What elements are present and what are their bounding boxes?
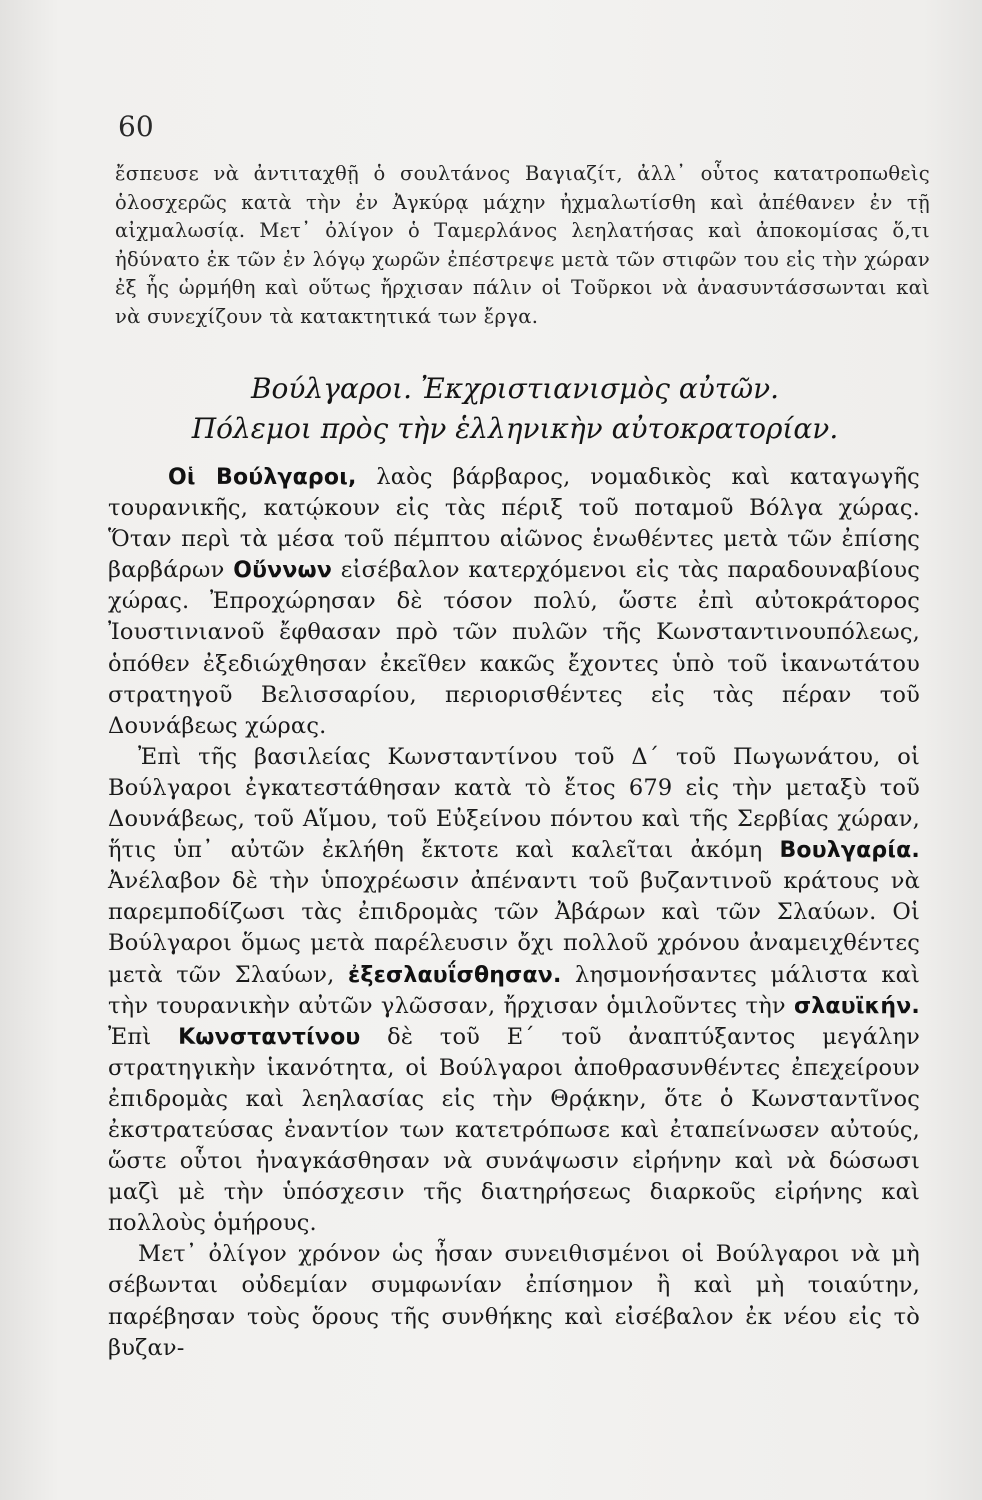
paragraph-text: Ἐπὶ τῆς βασιλείας Κωνσταντίνου τοῦ Δ´ τοῦ Πωγωνάτου, οἱ Βούλγαροι ἐγκατεστάθησαν κατὰ τὸ ἔτος 679 εἰς τὴν μεταξὺ τοῦ Δουνάβεως, τοῦ Αἵμου, τοῦ Εὐξείνου πόντου καὶ τῆς Σερβίας χώραν, ἥτις ὑπ᾽ αὐτῶν ἐκλήθη ἔκτοτε καὶ καλεῖται ἀκόμη bbox=[108, 743, 920, 864]
bold-term-konstantinou: Κωνσταντίνου bbox=[178, 1024, 361, 1050]
body-paragraph-1 bbox=[108, 462, 920, 742]
bold-term-ounnon: Οὔννων bbox=[233, 558, 333, 584]
bold-term-slavikin: σλαυϊκήν. bbox=[793, 993, 920, 1019]
paragraph-text: Ἀνέλαβον δὲ τὴν ὑποχρέωσιν ἀπέναντι τοῦ βυζαντινοῦ κράτους νὰ παρεμποδίζωσι τὰς ἐπιδρομὰς τῶν Ἀβάρων καὶ τῶν Σλαύων. Οἱ Βούλγαροι ὅμως μετὰ παρέλευσιν ὄχι πολλοῦ χρόνου ἀναμειχθέντες μετὰ τῶν Σλαύων, bbox=[108, 868, 920, 988]
paragraph-text: δὲ τοῦ Ε´ τοῦ ἀναπτύξαντος μεγάλην στρατηγικὴν ἱκανότητα, οἱ Βούλγαροι ἀποθρασυνθέντες ἐπεχείρουν ἐπιδρομὰς καὶ λεηλασίας εἰς τὴν Θρᾴκην, ὅτε ὁ Κωνσταντῖνος ἐκστρατεύσας ἐναντίον των κατετρόπωσε καὶ ἐταπείνωσεν αὐτούς, ὥστε οὗτοι ἠναγκάσθησαν νὰ συνάψωσιν εἰρήνην καὶ νὰ δώσωσι μαζὶ μὲ τὴν ὑπόσχεσιν τῆς διατηρήσεως διαρκοῦς εἰρήνης καὶ πολλοὺς ὁμήρους. bbox=[108, 1023, 920, 1237]
paragraph-text: Μετ᾽ ὀλίγον χρόνον ὡς ἦσαν συνειθισμένοι οἱ Βούλγαροι νὰ μὴ σέβωνται οὐδεμίαν συμφωνίαν ἐπίσημον ἢ καὶ μὴ τοιαύτην, παρέβησαν τοὺς ὅρους τῆς συνθήκης καὶ εἰσέβαλον ἐκ νέου εἰς τὸ βυζαν- bbox=[108, 1241, 920, 1361]
paragraph-text: λαὸς βάρβαρος, νομαδικὸς καὶ καταγωγῆς τουρανικῆς, κατῴκουν εἰς τὰς πέριξ τοῦ ποταμοῦ Βόλγα χώρας. Ὅταν περὶ τὰ μέσα τοῦ πέμπτου αἰῶνος ἑνωθέντες μετὰ τῶν ἐπίσης βαρβάρων bbox=[108, 464, 920, 584]
bold-term-boulgaria: Βουλγαρία. bbox=[779, 838, 920, 864]
intro-paragraph: ἔσπευσε νὰ ἀντιταχθῇ ὁ σουλτάνος Βαγιαζίτ, ἀλλ᾽ οὗτος κατατροπωθεὶς ὁλοσχερῶς κατὰ τὴν ἐν Ἀγκύρᾳ μάχην ἠχμαλωτίσθη καὶ ἀπέθανεν ἐν τῇ αἰχμαλωσίᾳ. Μετ᾽ ὀλίγον ὁ Ταμερλάνος λεηλατήσας καὶ ἀποκομίσας ὅ,τι ἠδύνατο ἐκ τῶν ἐν λόγῳ χωρῶν ἐπέστρεψε μετὰ τῶν στιφῶν του εἰς τὴν χώραν ἐξ ἧς ὡρμήθη καὶ οὕτως ἤρχισαν πάλιν οἱ Τοῦρκοι νὰ ἀνασυντάσσωνται καὶ νὰ συνεχίζουν τὰ κατακτητικά των ἔργα. bbox=[115, 162, 930, 328]
section-heading-line-2: Πόλεμοι πρὸς τὴν ἑλληνικὴν αὐτοκρατορίαν. bbox=[191, 412, 839, 445]
page-number: 60 bbox=[118, 110, 154, 143]
bold-term-boulgaroi: Οἱ Βούλγαροι, bbox=[168, 465, 357, 490]
paragraph-text: Ἐπὶ bbox=[108, 1023, 179, 1050]
bold-term-exeslavisthesan: ἐξεσλαυΐσθησαν. bbox=[347, 962, 562, 988]
section-body bbox=[108, 462, 920, 1364]
section-heading-line-1: Βούλγαροι. Ἐκχριστιανισμὸς αὐτῶν. bbox=[250, 372, 779, 405]
body-paragraph-2 bbox=[108, 742, 920, 1240]
body-paragraph-3 bbox=[108, 1239, 920, 1363]
paragraph-text: λησμονήσαντες μάλιστα καὶ τὴν τουρανικὴν αὐτῶν γλῶσσαν, ἤρχισαν ὁμιλοῦντες τὴν bbox=[108, 961, 920, 1019]
paragraph-text: εἰσέβαλον κατερχόμενοι εἰς τὰς παραδουναβίους χώρας. Ἐπροχώρησαν δὲ τόσον πολύ, ὥστε ἐπὶ αὐτοκράτορος Ἰουστινιανοῦ ἔφθασαν πρὸ τῶν πυλῶν τῆς Κωνσταντινουπόλεως, ὁπόθεν ἐξεδιώχθησαν ἐκεῖθεν κακῶς ἔχοντες ὑπὸ τοῦ ἱκανωτάτου στρατηγοῦ Βελισσαρίου, περιορισθέντες εἰς τὰς πέραν τοῦ Δουνάβεως χώρας. bbox=[108, 557, 920, 739]
